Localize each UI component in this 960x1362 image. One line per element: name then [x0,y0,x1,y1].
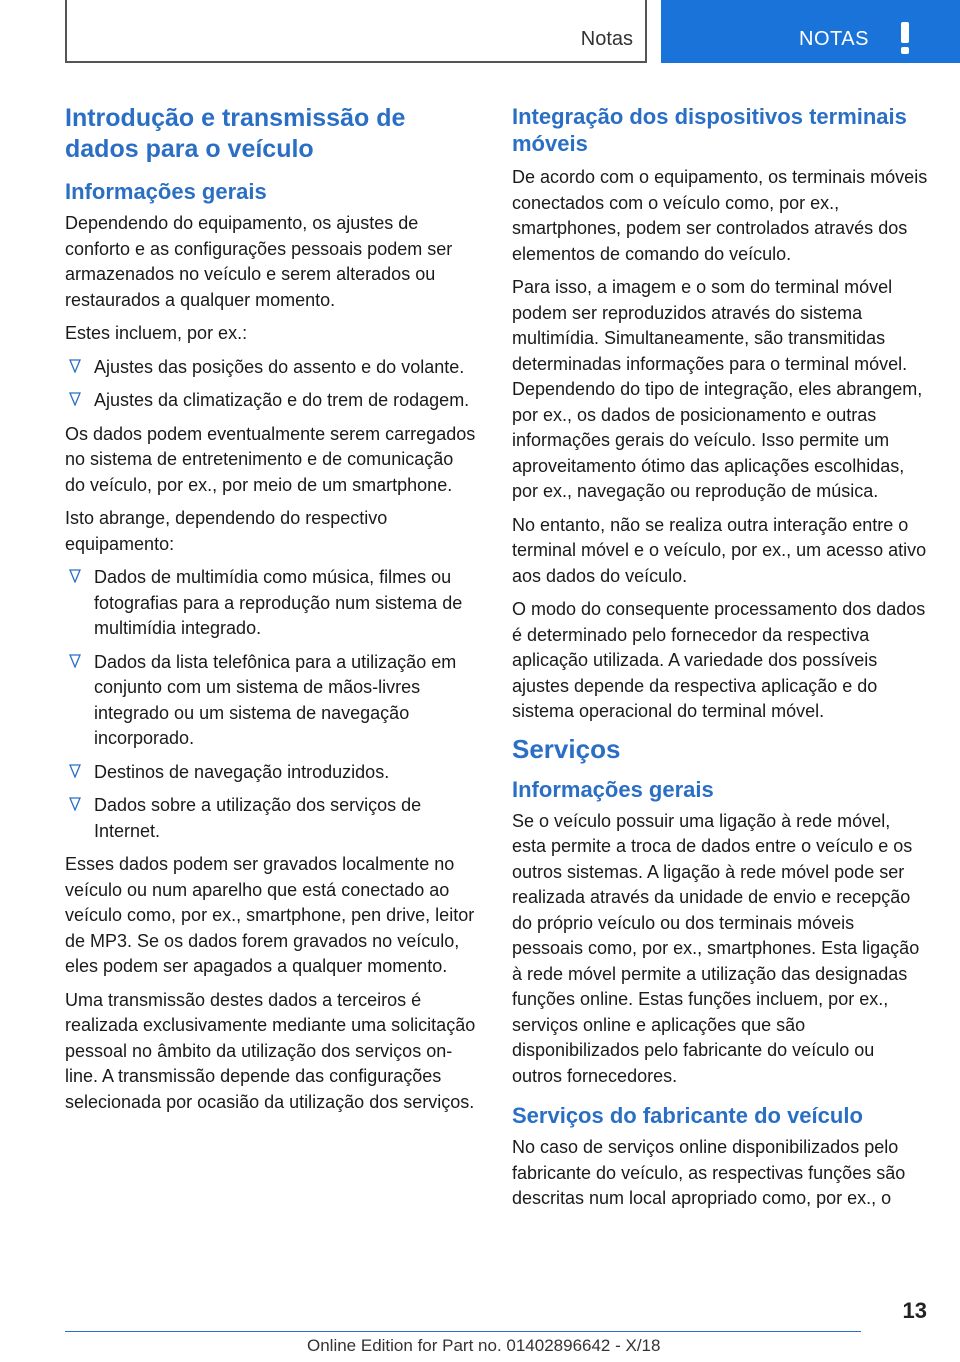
paragraph: No caso de serviços online disponibilizados pelo fabricante do veículo, as respectivas funções são descritas num local apropriado como, por ex., o [512,1137,906,1208]
triangle-bullet-icon [69,764,81,778]
triangle-bullet-icon [69,392,81,406]
paragraph: Se o veículo possuir uma ligação à rede móvel, esta permite a troca de dados entre o veículo e os outros sistemas. A ligação à rede móvel pode ser realizada através da unidade de envio e recepção do próprio veículo ou dos terminais móveis pessoais como, por ex., smartphones. Esta ligação à rede móvel permite a utilização das designadas funções online. Estas funções incluem, por ex., serviços online e aplicações que são disponibilizados pelo fabricante do veículo ou outros fornecedores. [512,810,920,1086]
list-item: Dados de multimídia como música, filmes ou fotografias para a reprodução num sistema de multimídia integrado. [65,565,477,642]
paragraph: Estes incluem, por ex.: [65,323,248,343]
header-label: Notas [580,28,633,50]
paragraph: Dependendo do equipamento, os ajustes de conforto e as configurações pessoais podem ser armazenados no veículo e serem alterados ou restaurados a qualquer momento. [65,213,453,310]
triangle-bullet-icon [69,569,81,583]
section-title-services: Serviços [512,733,621,764]
exclamation-icon [898,22,912,54]
paragraph: No entanto, não se realiza outra interação entre o terminal móvel e o veículo, por ex., um acesso ativo aos dados do veículo. [512,514,927,586]
subtitle-manufacturer-services: Serviços do fabricante do veículo [512,1103,863,1128]
left-column [65,103,477,1123]
paragraph: O modo do consequente processamento dos dados é determinado pelo fornecedor da respectiva aplicação utilizada. A variedade dos possíveis ajustes depende da respectiva aplicação e do sistema operacional do terminal móvel. [512,599,926,721]
triangle-bullet-icon [69,797,81,811]
page-number: 13 [902,1298,927,1323]
paragraph: Os dados podem eventualmente serem carregados no sistema de entretenimento e de comunicação do veículo, por ex., por meio de um smartphone. [65,423,476,495]
triangle-bullet-icon [69,359,81,373]
footer-divider [65,1331,861,1332]
list-item: Destinos de navegação introduzidos. [65,760,477,786]
paragraph: Isto abrange, dependendo do respectivo equipamento: [65,508,388,554]
list-item: Dados sobre a utilização dos serviços de Internet. [65,793,477,844]
triangle-bullet-icon [69,654,81,668]
section-title-intro: Introdução e transmissão de dados para o veículo [65,104,406,163]
subtitle-general-info: Informações gerais [65,179,267,204]
paragraph: Para isso, a imagem e o som do terminal móvel podem ser reproduzidos através do sistema multimídia. Simultaneamente, são transmitidas determinadas informações para o terminal móvel. Dependendo do tipo de integração, eles abrangem, por ex., os dados de posicionamento e outras informações gerais do veículo. Isso permite um aproveitamento ótimo das aplicações escolhidas, por ex., navegação ou reprodução de música. [512,277,923,501]
list-item: Ajustes da climatização e do trem de rodagem. [65,388,477,414]
header-tab [661,0,960,63]
paragraph: Uma transmissão destes dados a terceiros é realizada exclusivamente mediante uma solicitação pessoal no âmbito da utilização dos serviços on-line. A transmissão depende das configurações selecionada por ocasião da utilização dos serviços. [65,989,476,1112]
header-tab-label: NOTAS [799,28,869,50]
list-item: Dados da lista telefônica para a utilização em conjunto com um sistema de mãos-livres integrado ou um sistema de navegação incorporado. [65,650,477,752]
bullet-list [65,565,477,844]
section-title-mobile-integration: Integração dos dispositivos terminais móveis [512,104,907,156]
bullet-list [65,355,477,414]
paragraph: De acordo com o equipamento, os terminais móveis conectados com o veículo como, por ex., smartphones, podem ser controlados através dos elementos de comando do veículo. [512,167,928,264]
list-item: Ajustes das posições do assento e do volante. [65,355,477,381]
paragraph: Esses dados podem ser gravados localmente no veículo ou num aparelho que está conectado ao veículo como, por ex., smartphone, pen drive, leitor de MP3. Se os dados forem gravados no veículo, eles podem ser apagados a qualquer momento. [65,854,475,976]
header-label-box [65,0,647,63]
footer-edition: Online Edition for Part no. 01402896642 - X/18 [307,1336,661,1355]
right-column [512,103,928,1220]
subtitle-general-info: Informações gerais [512,776,714,802]
